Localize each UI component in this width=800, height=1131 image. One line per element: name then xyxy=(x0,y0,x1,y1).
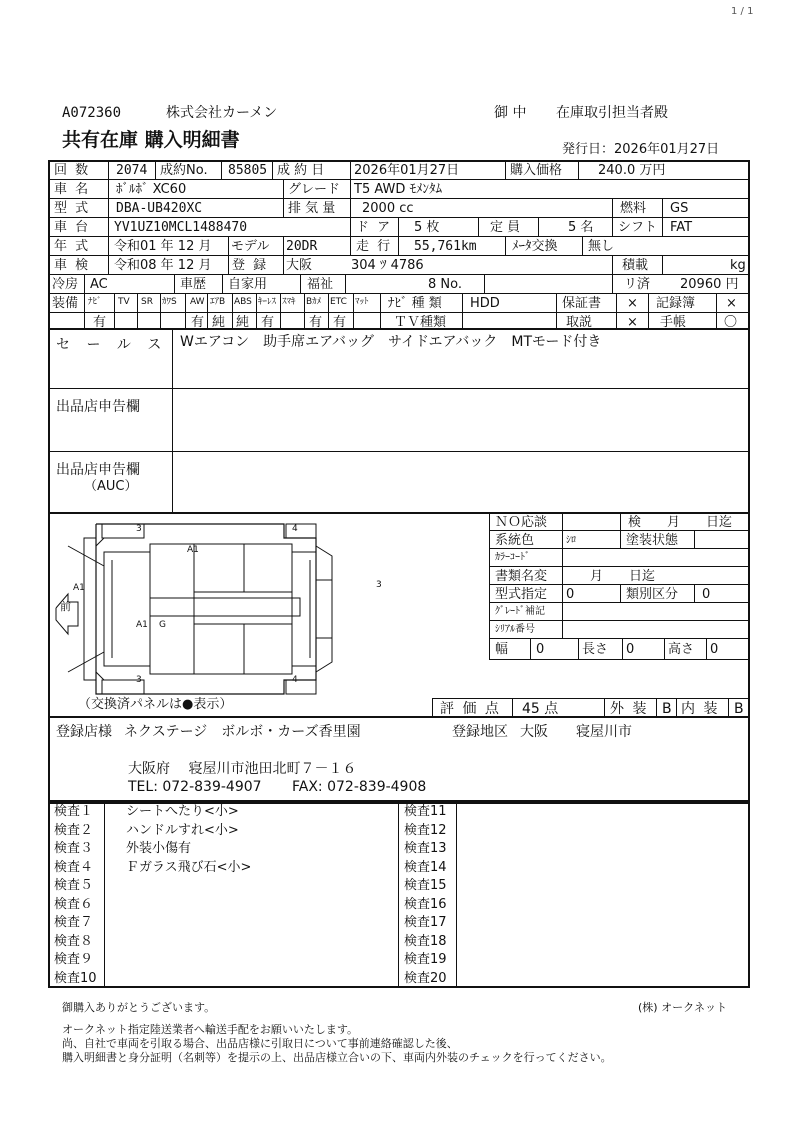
shareki-value: 自家用 xyxy=(228,277,268,292)
shaken-label: 車 検 xyxy=(54,258,91,273)
haba-value: 0 xyxy=(536,642,545,657)
no-outan-label: ＮＯ応談 xyxy=(495,515,548,530)
kengetsu-label: 検 月 日迄 xyxy=(628,515,733,530)
haikiryo-value: 2000 cc xyxy=(362,201,414,216)
navi-type-label: ﾅﾋﾞ 種 類 xyxy=(388,296,442,311)
eval-score: 45 点 xyxy=(522,701,559,717)
seiyaku-no-label: 成約No. xyxy=(160,163,208,178)
katashiki-label: 型 式 xyxy=(54,201,91,216)
recycle-value: 20960 円 xyxy=(680,277,739,292)
thanks-text: 御購入ありがとうございます。 xyxy=(62,1001,216,1014)
recipient-person: 在庫取引担当者殿 xyxy=(556,105,668,121)
soubi-value: 有 xyxy=(309,315,323,330)
soubi-item: AW xyxy=(190,297,205,307)
auc-label: （AUC） xyxy=(84,479,138,494)
price-label: 購入価格 xyxy=(510,163,563,178)
tv-type-label: ＴＶ種類 xyxy=(394,315,447,330)
nagasa-label: 長さ xyxy=(582,642,609,657)
inspection-label: 検査15 xyxy=(404,878,447,893)
touroku-label: 登 録 xyxy=(232,258,269,273)
inspection-label: 検査18 xyxy=(404,933,447,949)
no-label: 8 No. xyxy=(428,277,462,292)
shadai-label: 車 台 xyxy=(54,220,91,235)
recipient-honorific: 御 中 xyxy=(494,105,527,121)
inspection-label: 検査17 xyxy=(404,915,447,930)
car-diagram xyxy=(48,516,448,701)
inspection-label: 検査16 xyxy=(404,896,447,912)
recycle-label: リ済 xyxy=(624,277,651,292)
damage-mark: 3 xyxy=(136,675,142,685)
serial-label: ｼﾘｱﾙ番号 xyxy=(495,624,535,635)
shinkoku-auc-label: 出品店申告欄 xyxy=(56,462,140,478)
grade-hoki-label: ｸﾞﾚｰﾄﾞ補記 xyxy=(495,606,545,617)
fuel-value: GS xyxy=(670,201,689,216)
issue-date: 発行日：2026年01月27日 xyxy=(562,142,720,157)
techo-value: 〇 xyxy=(724,315,738,330)
fuel-label: 燃料 xyxy=(620,201,647,216)
paint-label: 塗装状態 xyxy=(626,533,679,548)
area-value: 大阪 寝屋川市 xyxy=(520,724,632,740)
door-value: 5 枚 xyxy=(414,220,440,235)
inspection-label: 検査13 xyxy=(404,841,447,856)
eval-label: 評 価 点 xyxy=(440,701,501,717)
document-code: A072360 xyxy=(62,105,122,121)
shinkoku-label: 出品店申告欄 xyxy=(56,399,140,415)
fukushi-label: 福祉 xyxy=(307,277,334,292)
footer-note: 尚、自社で車両を引取る場合、出品店様に引取日について事前連絡確認した後、 xyxy=(62,1037,458,1050)
soubi-item: ｴｱB xyxy=(210,297,226,307)
soubi-item: ｷｰﾚｽ xyxy=(258,297,277,307)
color-label: 系統色 xyxy=(495,533,535,548)
inspection-value: ハンドルすれ<小> xyxy=(126,822,239,838)
shift-label: シフト xyxy=(618,220,658,235)
sales-text: Wエアコン 助手席エアバッグ サイドエアバック MTモード付き xyxy=(180,334,602,350)
inspection-label: 検査１ xyxy=(54,804,94,819)
gaisou-label: 外 装 xyxy=(610,701,649,717)
meter-value: 無し xyxy=(588,239,615,254)
inspection-label: 検査20 xyxy=(404,970,447,986)
damage-mark: 3 xyxy=(376,580,382,590)
soukou-value: 55,761km xyxy=(414,239,477,254)
soubi-item: Bｶﾒ xyxy=(306,297,322,307)
damage-mark: A1 xyxy=(136,620,148,630)
page-number: 1 / 1 xyxy=(731,6,754,17)
haba-label: 幅 xyxy=(495,642,509,657)
inspection-label: 検査19 xyxy=(404,952,447,967)
footer-note: 購入明細書と身分証明（名刺等）を提示の上、出品店様立合いの下、車両内外装のチェックを行ってください。 xyxy=(62,1051,612,1064)
soubi-value: 有 xyxy=(191,315,205,330)
damage-mark: 4 xyxy=(292,524,298,534)
inspection-value: シートへたり<小> xyxy=(126,804,239,819)
takasa-value: 0 xyxy=(710,642,719,657)
sekisai-value: kg xyxy=(730,258,746,273)
shamei-label: 車 名 xyxy=(54,182,91,197)
soubi-item: ﾅﾋﾞ xyxy=(88,297,102,307)
inspection-label: 検査２ xyxy=(54,822,94,838)
soubi-value: 有 xyxy=(261,315,275,330)
torisetsu-label: 取説 xyxy=(566,315,593,330)
model-value: 20DR xyxy=(286,239,318,254)
inspection-label: 検査11 xyxy=(404,804,447,819)
inspection-label: 検査14 xyxy=(404,859,447,875)
teiin-value: 5 名 xyxy=(568,220,594,235)
reibo-label: 冷房 xyxy=(52,277,79,292)
door-label: ド ア xyxy=(356,220,393,235)
shareki-label: 車歴 xyxy=(180,277,207,292)
sekisai-label: 積載 xyxy=(622,258,649,273)
inspection-label: 検査３ xyxy=(54,841,94,856)
soukou-label: 走 行 xyxy=(356,239,393,254)
soubi-value: 有 xyxy=(333,315,347,330)
ruibetsu-value: 0 xyxy=(702,587,711,602)
hoshou-value: × xyxy=(627,296,638,311)
damage-mark: A1 xyxy=(187,545,199,555)
grade-label: グレード xyxy=(288,182,341,197)
shadai-value: YV1UZ10MCL1488470 xyxy=(114,220,248,235)
footer-note: オークネット指定陸送業者へ輸送手配をお願いいたします。 xyxy=(62,1023,359,1036)
soubi-item: ﾏｯﾄ xyxy=(355,297,369,307)
meter-label: ﾒｰﾀ交換 xyxy=(512,239,558,254)
company-name: 株式会社カーメン xyxy=(166,105,278,121)
soubi-value: 有 xyxy=(93,315,107,330)
soubi-value: 純 xyxy=(212,315,226,330)
soubi-item: ｶﾜS xyxy=(162,297,177,307)
inspection-label: 検査６ xyxy=(54,896,94,912)
front-label: 前 xyxy=(60,600,71,613)
soubi-item: ABS xyxy=(234,297,252,307)
katashiki-shitei-label: 型式指定 xyxy=(495,587,548,602)
inspection-label: 検査７ xyxy=(54,915,94,930)
touroku-value: 大阪 304 ﾂ 4786 xyxy=(286,258,424,273)
naisou-value: B xyxy=(734,701,744,717)
seiyaku-date-value: 2026年01月27日 xyxy=(354,163,460,178)
footer-company: (株) オークネット xyxy=(638,1001,727,1014)
docs-label: 書類名変 xyxy=(495,569,548,584)
shaken-value: 令和08 年 12 月 xyxy=(114,258,212,273)
inspection-label: 検査８ xyxy=(54,933,94,949)
techo-label: 手帳 xyxy=(660,315,687,330)
price-value: 240.0 万円 xyxy=(598,163,666,178)
damage-mark: A1 xyxy=(73,583,85,593)
shamei-value: ﾎﾞﾙﾎﾞ XC60 xyxy=(116,182,187,197)
damage-mark: G xyxy=(159,620,166,630)
kiroku-value: × xyxy=(726,296,737,311)
store-label: 登録店様 xyxy=(56,724,112,740)
diagram-legend: （交換済パネルは●表示） xyxy=(78,697,233,712)
kaisu-value: 2074 xyxy=(116,163,148,178)
ruibetsu-label: 類別区分 xyxy=(626,587,679,602)
katashiki-shitei-value: 0 xyxy=(566,587,575,602)
sales-label: セ ー ル ス xyxy=(56,337,168,353)
store-fax: FAX: 072-839-4908 xyxy=(292,779,427,795)
page-title: 共有在庫 購入明細書 xyxy=(62,129,240,151)
soubi-value: 純 xyxy=(236,315,250,330)
kiroku-label: 記録簿 xyxy=(656,296,696,311)
soubi-item: ｽﾏｷ xyxy=(282,297,296,307)
teiin-label: 定 員 xyxy=(490,220,521,235)
store-tel: TEL: 072-839-4907 xyxy=(128,779,262,795)
soubi-item: TV xyxy=(118,297,130,307)
hoshou-label: 保証書 xyxy=(562,296,602,311)
reibo-value: AC xyxy=(90,277,108,292)
shift-value: FAT xyxy=(670,220,693,235)
nagasa-value: 0 xyxy=(626,642,635,657)
naisou-label: 内 装 xyxy=(681,701,720,717)
nenshiki-label: 年 式 xyxy=(54,239,91,254)
area-label: 登録地区 xyxy=(452,724,508,740)
damage-mark: 4 xyxy=(292,675,298,685)
grade-value: T5 AWD ﾓﾒﾝﾀﾑ xyxy=(354,182,443,197)
torisetsu-value: × xyxy=(627,315,638,330)
inspection-label: 検査４ xyxy=(54,859,94,875)
haikiryo-label: 排 気 量 xyxy=(288,201,336,216)
model-label: モデル xyxy=(231,239,270,254)
store-name: ネクステージ ボルボ・カーズ香里園 xyxy=(124,724,361,740)
docs-value: 月 日迄 xyxy=(590,569,656,584)
navi-type-value: HDD xyxy=(470,296,500,311)
soubi-label: 装備 xyxy=(52,296,79,311)
seiyaku-no-value: 85805 xyxy=(228,163,268,178)
inspection-label: 検査５ xyxy=(54,878,94,893)
kaisu-label: 回 数 xyxy=(54,163,91,178)
inspection-value: Ｆガラス飛び石<小> xyxy=(126,859,252,875)
damage-mark: 3 xyxy=(136,524,142,534)
inspection-value: 外装小傷有 xyxy=(126,841,192,856)
gaisou-value: B xyxy=(662,701,672,717)
colorcode-label: ｶﾗｰｺｰﾄﾞ xyxy=(495,552,530,563)
inspection-label: 検査９ xyxy=(54,952,94,967)
soubi-item: SR xyxy=(141,297,153,307)
remarks-block xyxy=(48,330,750,514)
store-address: 大阪府 寝屋川市池田北町７－１６ xyxy=(128,761,357,777)
takasa-label: 高さ xyxy=(668,642,695,657)
katashiki-value: DBA-UB420XC xyxy=(116,201,203,216)
color-value: ｼﾛ xyxy=(566,535,576,546)
inspection-label: 検査10 xyxy=(54,970,97,986)
inspection-label: 検査12 xyxy=(404,822,447,838)
nenshiki-value: 令和01 年 12 月 xyxy=(114,239,212,254)
soubi-item: ETC xyxy=(330,297,347,307)
seiyaku-date-label: 成 約 日 xyxy=(277,163,325,178)
